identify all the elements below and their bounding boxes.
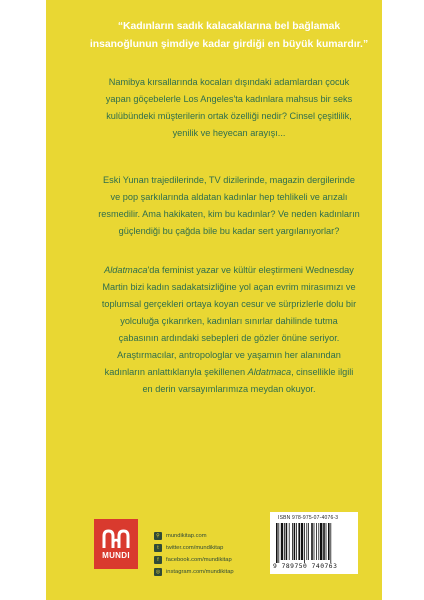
barcode-bar (330, 523, 331, 563)
barcode-bar (289, 523, 290, 560)
contact-twitter[interactable] (154, 542, 274, 554)
book-title-italic: Aldatmaca (247, 367, 292, 377)
text-line: Aldatmaca'da feminist yazar ve kültür eleştirmeni Wednesday (104, 265, 354, 275)
facebook-icon: f (154, 556, 162, 564)
barcode-bar (320, 523, 322, 560)
text-line: Eski Yunan trajedilerinde, TV dizilerinde, magazin dergilerinde (103, 175, 355, 185)
text-line: ve pop şarkılarında aldatan kadınlar hep tehlikeli ve arızalı (110, 192, 348, 202)
isbn-barcode (270, 512, 358, 574)
text-line: kulübündeki müşterilerin ortak özelliği nedir? Cinsel çeşitlilik, (106, 111, 352, 121)
publisher-contacts (154, 530, 274, 578)
barcode-bar (308, 523, 309, 560)
barcode-bars (276, 523, 352, 563)
blurb-paragraph-1 (82, 74, 376, 142)
barcode-bar (292, 523, 293, 560)
quote-line: insanoğlunun şimdiye kadar girdiği en büyük kumardır.” (89, 39, 369, 50)
barcode-bar (294, 523, 296, 560)
contact-text: twitter.com/mundikitap (166, 545, 224, 551)
text-line: güçlendiği bu çağda bile bu kadar sert yargılanıyorlar? (118, 226, 340, 236)
contact-text: mundikitap.com (166, 533, 207, 539)
book-back-cover (46, 0, 382, 600)
text-line: çabasının ardındaki sebepleri de gözler önüne seriyor. (118, 333, 340, 343)
text-line: Namibya kırsallarında kocaları dışındaki adamlardan çocuk (108, 77, 350, 87)
isbn-label: ISBN 978-975-07-4076-3 (278, 515, 339, 521)
publisher-name: MUNDI (102, 551, 130, 560)
barcode-bar (323, 523, 325, 560)
text-line: kadınların anlattıklarıyla şekillenen Aldatmaca, cinsellikle ilgili (104, 367, 354, 377)
text-line: toplumsal gerçekleri ortaya koyan cesur ve sürprizlerle dolu bir (101, 299, 357, 309)
twitter-icon: t (154, 544, 162, 552)
instagram-icon: ◎ (155, 569, 161, 575)
link-icon: ⚲ (154, 532, 162, 540)
publisher-logo (94, 519, 138, 569)
publisher-logo-mark-icon (101, 528, 131, 550)
text-line: yapan göçebelerle Los Angeles'ta kadınlara mahsus bir seks (105, 94, 353, 104)
quote-line: “Kadınların sadık kalacaklarına bel bağlamak (117, 21, 341, 32)
blurb-paragraph-3 (82, 262, 376, 398)
barcode-bar (296, 523, 297, 560)
contact-text: facebook.com/mundikitap (166, 557, 232, 563)
barcode-bar (276, 523, 278, 563)
barcode-bar (318, 523, 319, 560)
barcode-bar (306, 523, 307, 560)
contact-facebook[interactable] (154, 554, 274, 566)
barcode-bar (314, 523, 315, 560)
text-line: resmedilir. Ama hakikaten, kim bu kadınlar? Ve neden kadınların (98, 209, 360, 219)
cover-quote (84, 18, 374, 54)
text-line: en derin varsayımlarımıza meydan okuyor. (142, 384, 316, 394)
barcode-bar (304, 523, 305, 563)
barcode-bar (298, 523, 300, 560)
barcode-bar (328, 523, 330, 560)
text-line: yenilik ve heyecan arayışı... (172, 128, 286, 138)
text-line: Martin bizi kadın sadakatsizliğine yol açan evrim mirasımızı ve (102, 282, 356, 292)
text-line: Araştırmacılar, antropologlar ve yaşamın her alanından (117, 350, 341, 360)
barcode-bar (301, 523, 303, 560)
barcode-bar (281, 523, 283, 560)
book-title-italic: Aldatmaca (104, 265, 148, 275)
blurb-paragraph-2 (82, 172, 376, 240)
contact-instagram[interactable] (154, 566, 274, 578)
barcode-number: 9 789750 740763 (273, 563, 338, 570)
contact-text: instagram.com/mundikitap (166, 569, 234, 575)
barcode-bar (326, 523, 327, 560)
text-line: yolculuğa çıkarırken, kadınları sınırlar dahilinde tutma (120, 316, 338, 326)
barcode-bar (286, 523, 288, 560)
barcode-bar (311, 523, 313, 560)
barcode-bar (278, 523, 279, 563)
contact-website[interactable] (154, 530, 274, 542)
barcode-bar (284, 523, 285, 560)
barcode-bar (316, 523, 317, 560)
